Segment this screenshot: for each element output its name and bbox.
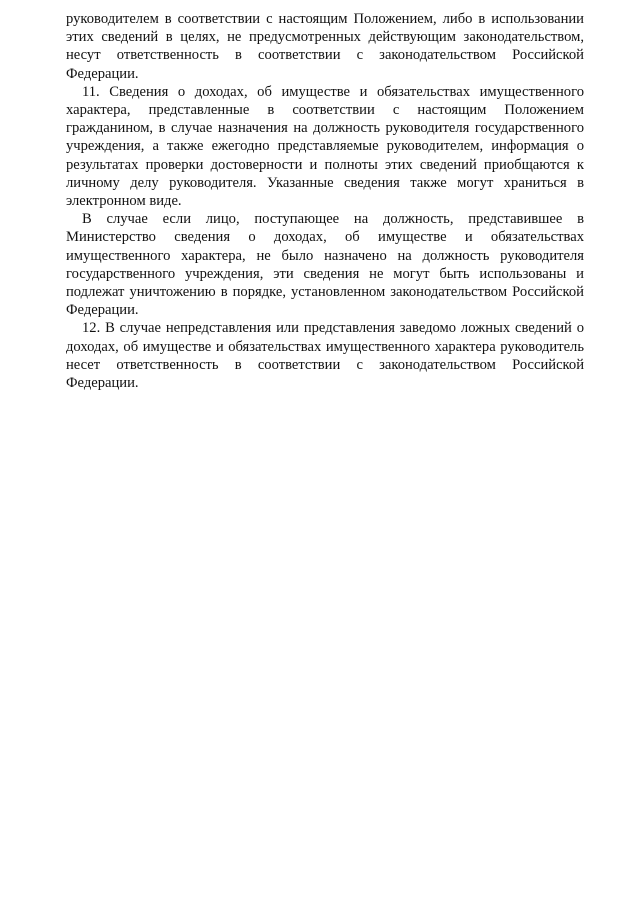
- paragraph-continuation: руководителем в соответствии с настоящим Положением, либо в использовании этих сведений в целях, не предусмотренных действующим законодательством, несут ответственность в соответствии с законодательством Российской Федерации.: [66, 11, 584, 82]
- paragraph-item-12: 12. В случае непредставления или представления заведомо ложных сведений о доходах, об имуществе и обязательствах имущественного характера руководитель несет ответственность в соответствии с законодательством Российской Федерации.: [66, 320, 584, 392]
- paragraph-item-11-second: В случае если лицо, поступающее на должность, представившее в Министерство сведения о доходах, об имуществе и обязательствах имущественного характера, не было назначено на должность руководителя государственного учреждения, эти сведения не могут быть использованы и подлежат уничтожению в порядке, установленном законодательством Российской Федерации.: [66, 211, 584, 319]
- paragraph-item-11: 11. Сведения о доходах, об имуществе и обязательствах имущественного характера, представленные в соответствии с настоящим Положением гражданином, в случае назначения на должность руководителя государственного учреждения, а также ежегодно представляемые руководителем, информация о результатах проверки достоверности и полноты этих сведений приобщаются к личному делу руководителя. Указанные сведения также могут храниться в электронном виде.: [66, 83, 584, 210]
- document-page: [66, 10, 584, 392]
